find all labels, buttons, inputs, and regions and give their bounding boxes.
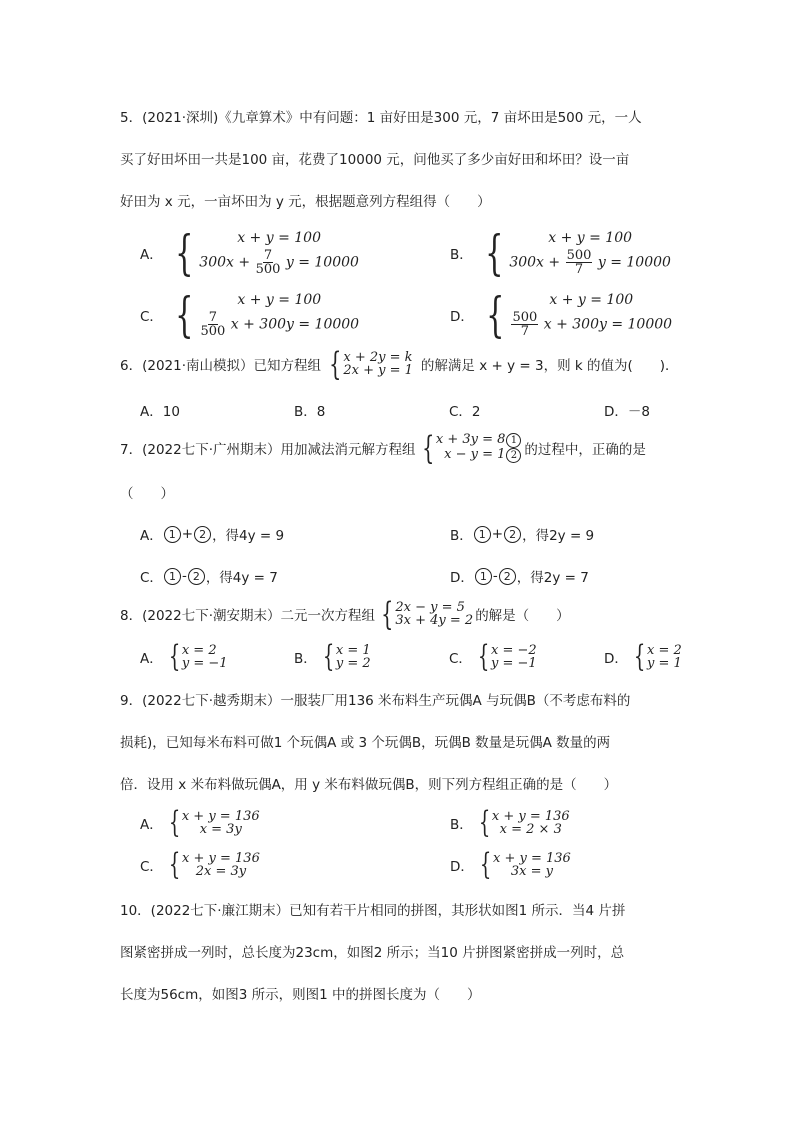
- option-label: C．: [140, 309, 163, 325]
- term: x + 300y = 10000: [230, 316, 360, 332]
- option-label: B．: [450, 247, 473, 263]
- option-label: C．: [449, 651, 472, 667]
- circled-number: 1: [506, 433, 521, 448]
- q7-text-pre: 7．(2022七下·广州期末）用加减法消元解方程组: [120, 442, 416, 458]
- denominator: 500: [255, 261, 281, 277]
- equation-text: x − y = 1: [444, 447, 506, 462]
- equation: x + y = 136: [182, 851, 260, 866]
- equation: x = 2 × 3: [499, 822, 562, 837]
- operator: -: [492, 568, 498, 584]
- equation-system: [182, 852, 260, 878]
- option-label: B．: [294, 651, 317, 667]
- q6-option-b[interactable]: B．8: [294, 404, 326, 420]
- option-label: D．: [450, 570, 474, 586]
- equation: x + y = 100: [237, 291, 322, 308]
- circled-number: 2: [504, 526, 521, 543]
- left-brace: {: [477, 639, 490, 674]
- q6-option-d[interactable]: D．－8: [604, 404, 650, 420]
- option-label: A．: [140, 528, 163, 544]
- left-brace: {: [633, 639, 646, 674]
- option-text: ，得4y = 9: [212, 528, 285, 544]
- equation-text: x + 3y = 8: [435, 432, 506, 447]
- q8-option-d[interactable]: [604, 639, 682, 674]
- equation: x = 3y: [199, 822, 242, 837]
- left-brace: {: [168, 805, 181, 840]
- q9-option-a[interactable]: [140, 805, 260, 840]
- option-label: C．: [140, 859, 163, 875]
- q5-option-b[interactable]: [450, 226, 671, 280]
- q10-line-1: 10．(2022七下·廉江期末）已知有若干片相同的拼图，其形状如图1 所示．当4 片拼: [120, 903, 626, 919]
- equation: x + y = 136: [493, 851, 571, 866]
- q5-line-1: 5．(2021·深圳)《九章算术》中有问题：1 亩好田是300 元，7 亩坏田是500 元，一人: [120, 110, 642, 126]
- equation: 2x − y = 5: [395, 600, 465, 615]
- q8-text-pre: 8．(2022七下·潮安期末）二元一次方程组: [120, 608, 376, 624]
- equation: x + y = 100: [237, 229, 321, 246]
- q7-option-c[interactable]: [140, 566, 278, 586]
- left-brace: {: [168, 847, 181, 882]
- q5-option-a[interactable]: [140, 226, 359, 280]
- equation: 3x = y: [510, 864, 553, 879]
- q8-stem: [120, 595, 570, 633]
- q7-option-b[interactable]: [450, 524, 594, 544]
- equation: x = 2: [647, 643, 682, 658]
- equation: x + 2y = k: [343, 350, 413, 365]
- equation: x + y = 136: [181, 809, 260, 824]
- fraction: [511, 311, 538, 338]
- numerator: 500: [566, 247, 592, 263]
- equation: [436, 448, 523, 463]
- q5-option-d[interactable]: [450, 288, 672, 342]
- circled-number: 1: [474, 526, 491, 543]
- equation: [199, 311, 359, 338]
- term: 300x +: [199, 254, 251, 270]
- q8-option-c[interactable]: [449, 639, 537, 674]
- equation-system: [182, 644, 228, 670]
- equation-system: [510, 293, 672, 338]
- circled-number: 1: [164, 526, 181, 543]
- equation: y = −1: [491, 656, 537, 671]
- circled-number: 2: [194, 526, 211, 543]
- equation-system: [395, 601, 473, 627]
- equation-system: [491, 644, 537, 670]
- operator: +: [491, 526, 504, 542]
- fraction: [566, 249, 593, 276]
- equation: [509, 249, 671, 276]
- fraction: [200, 311, 225, 338]
- q6-text-pre: 6．(2021·南山模拟）已知方程组: [120, 358, 322, 374]
- circled-number: 2: [506, 448, 521, 463]
- numerator: 500: [512, 309, 538, 325]
- q8-option-a[interactable]: [140, 639, 228, 674]
- equation: x + y = 136: [491, 809, 570, 824]
- q7-text-post: 的过程中，正确的是: [524, 442, 646, 458]
- equation: x = 2: [181, 643, 217, 658]
- left-brace: {: [421, 429, 434, 467]
- equation: x = 1: [335, 643, 371, 658]
- option-text: ，得2y = 7: [516, 570, 589, 586]
- q8-text-post: 的解是（ ）: [475, 608, 570, 624]
- equation: y = 1: [647, 656, 682, 671]
- equation: 2x + y = 1: [343, 363, 413, 378]
- equation-system: [182, 810, 260, 836]
- equation-system: [199, 231, 359, 276]
- q9-line-1: 9．(2022七下·越秀期末）一服装厂用136 米布料生产玩偶A 与玩偶B（不考虑布料的: [120, 693, 631, 709]
- q7-option-d[interactable]: [450, 566, 589, 586]
- circled-number: 2: [188, 568, 205, 585]
- option-label: C．: [140, 570, 163, 586]
- left-brace: {: [168, 639, 181, 674]
- denominator: 500: [200, 323, 226, 339]
- q10-line-3: 长度为56cm，如图3 所示，则图1 中的拼图长度为（ ）: [120, 987, 481, 1003]
- equation: y = 2: [335, 656, 371, 671]
- denominator: 7: [574, 261, 584, 277]
- option-label: A．: [140, 651, 163, 667]
- option-label: A．: [140, 247, 163, 263]
- equation: 3x + 4y = 2: [395, 613, 474, 628]
- equation: x + y = 100: [548, 229, 633, 246]
- equation: x = −2: [491, 643, 537, 658]
- operator: -: [181, 568, 187, 584]
- option-text: ，得4y = 7: [205, 570, 278, 586]
- q7-option-a[interactable]: [140, 524, 284, 544]
- q6-option-c[interactable]: C．2: [449, 404, 481, 420]
- term: y = 10000: [597, 254, 671, 270]
- denominator: 7: [520, 323, 529, 339]
- fraction: [256, 249, 281, 276]
- option-text: ，得2y = 9: [522, 528, 595, 544]
- q8-option-b[interactable]: [294, 639, 371, 674]
- circled-number: 2: [499, 568, 516, 585]
- option-label: D．: [450, 309, 474, 325]
- circled-number: 1: [475, 568, 492, 585]
- equation-system: [343, 351, 413, 377]
- q6-text-post: 的解满足 x + y = 3，则 k 的值为( )．: [420, 358, 679, 374]
- left-brace: {: [478, 805, 491, 840]
- q9-option-b[interactable]: [450, 805, 570, 840]
- circled-number: 1: [164, 568, 181, 585]
- q5-line-3: 好田为 x 元，一亩坏田为 y 元，根据题意列方程组得（ ）: [120, 194, 491, 210]
- q6-option-a[interactable]: A．10: [140, 404, 180, 420]
- numerator: 7: [208, 309, 218, 325]
- option-label: A．: [140, 817, 163, 833]
- equation: [199, 249, 359, 276]
- option-label: D．: [450, 859, 474, 875]
- term: 300x +: [509, 254, 561, 270]
- equation-system: [336, 644, 371, 670]
- operator: +: [181, 526, 194, 542]
- term: x + 300y = 10000: [543, 316, 673, 332]
- equation: y = −1: [181, 656, 228, 671]
- equation: x + y = 100: [549, 291, 634, 308]
- equation: [436, 433, 523, 448]
- equation-system: [509, 231, 671, 276]
- left-brace: {: [381, 595, 394, 633]
- q7-stem: [120, 429, 646, 467]
- q9-option-d[interactable]: [450, 847, 571, 882]
- equation: 2x = 3y: [195, 864, 247, 879]
- q5-option-c[interactable]: [140, 288, 359, 342]
- left-brace: {: [174, 225, 194, 281]
- left-brace: {: [322, 639, 335, 674]
- left-brace: {: [484, 225, 504, 281]
- option-label: B．: [450, 817, 473, 833]
- equation-system: [492, 810, 570, 836]
- q9-line-3: 倍．设用 x 米布料做玩偶A，用 y 米布料做玩偶B，则下列方程组正确的是（ ）: [120, 777, 618, 793]
- equation-system: [647, 644, 682, 670]
- equation: [510, 311, 672, 338]
- q10-line-2: 图紧密拼成一列时，总长度为23cm，如图2 所示；当10 片拼图紧密拼成一列时，总: [120, 945, 625, 961]
- equation-system: [493, 852, 571, 878]
- q5-line-2: 买了好田坏田一共是100 亩，花费了10000 元，问他买了多少亩好田和坏田？设一亩: [120, 152, 630, 168]
- option-label: D．: [604, 651, 628, 667]
- option-label: B．: [450, 528, 473, 544]
- left-brace: {: [329, 345, 342, 383]
- equation-system: [436, 433, 523, 463]
- q9-line-2: 损耗)，已知每米布料可做1 个玩偶A 或 3 个玩偶B，玩偶B 数量是玩偶A 数量的两: [120, 735, 611, 751]
- q9-option-c[interactable]: [140, 847, 260, 882]
- numerator: 7: [263, 247, 273, 263]
- equation-system: [199, 293, 359, 338]
- left-brace: {: [479, 847, 492, 882]
- term: y = 10000: [285, 254, 359, 270]
- left-brace: {: [486, 287, 505, 343]
- left-brace: {: [175, 287, 194, 343]
- q7-paren: （ ）: [120, 486, 174, 502]
- q6-stem: [120, 345, 679, 383]
